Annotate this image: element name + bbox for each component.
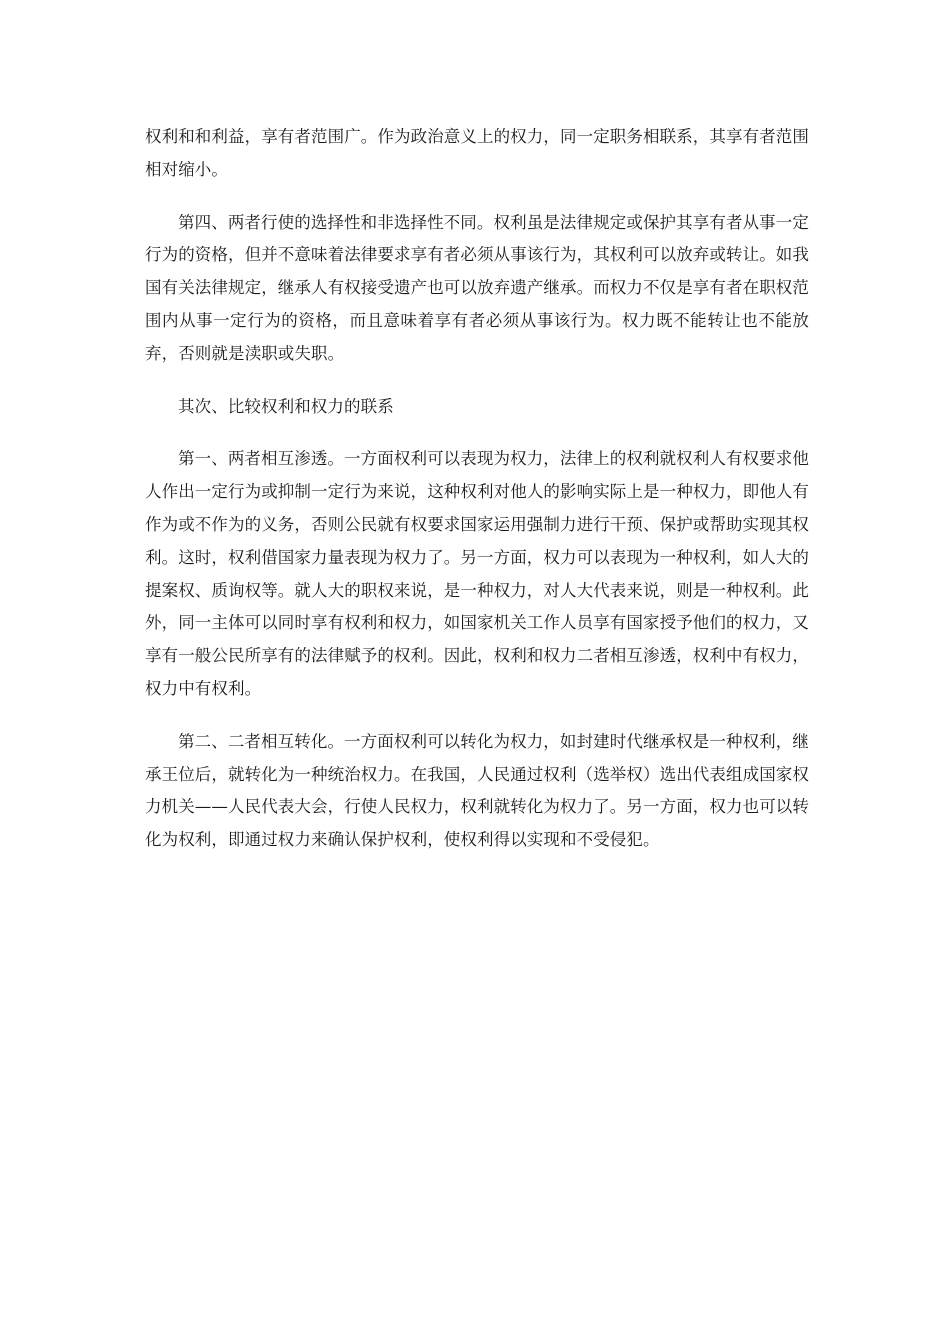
paragraph-second-point: 第二、二者相互转化。一方面权利可以转化为权力，如封建时代继承权是一种权利，继承王位后，就转化为一种统治权力。在我国，人民通过权利（选举权）选出代表组成国家权力机关——人民代表大会，行使人民权力，权利就转化为权力了。另一方面，权力也可以转化为权利，即通过权力来确认保护权利，使权利得以实现和不受侵犯。 — [145, 731, 809, 850]
paragraph-fourth-point: 第四、两者行使的选择性和非选择性不同。权利虽是法律规定或保护其享有者从事一定行为的资格，但并不意味着法律要求享有者必须从事该行为，其权利可以放弃或转让。如我国有关法律规定，继承人有权接受遗产也可以放弃遗产继承。而权力不仅是享有者在职权范围内从事一定行为的资格，而且意味着享有者必须从事该行为。权力既不能转让也不能放弃，否则就是渎职或失职。 — [145, 212, 809, 363]
paragraph-continuation: 权利和和利益，享有者范围广。作为政治意义上的权力，同一定职务相联系，其享有者范围相对缩小。 — [145, 127, 809, 179]
document-body — [145, 121, 809, 877]
paragraph-first-point: 第一、两者相互渗透。一方面权利可以表现为权力，法律上的权利就权利人有权要求他人作出一定行为或抑制一定行为来说，这种权利对他人的影响实际上是一种权力，即他人有作为或不作为的义务，否则公民就有权要求国家运用强制力进行干预、保护或帮助实现其权利。这时，权利借国家力量表现为权力了。另一方面，权力可以表现为一种权利，如人大的提案权、质询权等。就人大的职权来说，是一种权力，对人大代表来说，则是一种权利。此外，同一主体可以同时享有权利和权力，如国家机关工作人员享有国家授予他们的权力，又享有一般公民所享有的法律赋予的权利。因此，权利和权力二者相互渗透，权利中有权力，权力中有权利。 — [145, 449, 809, 698]
section-heading-relations: 其次、比较权利和权力的联系 — [178, 396, 394, 416]
